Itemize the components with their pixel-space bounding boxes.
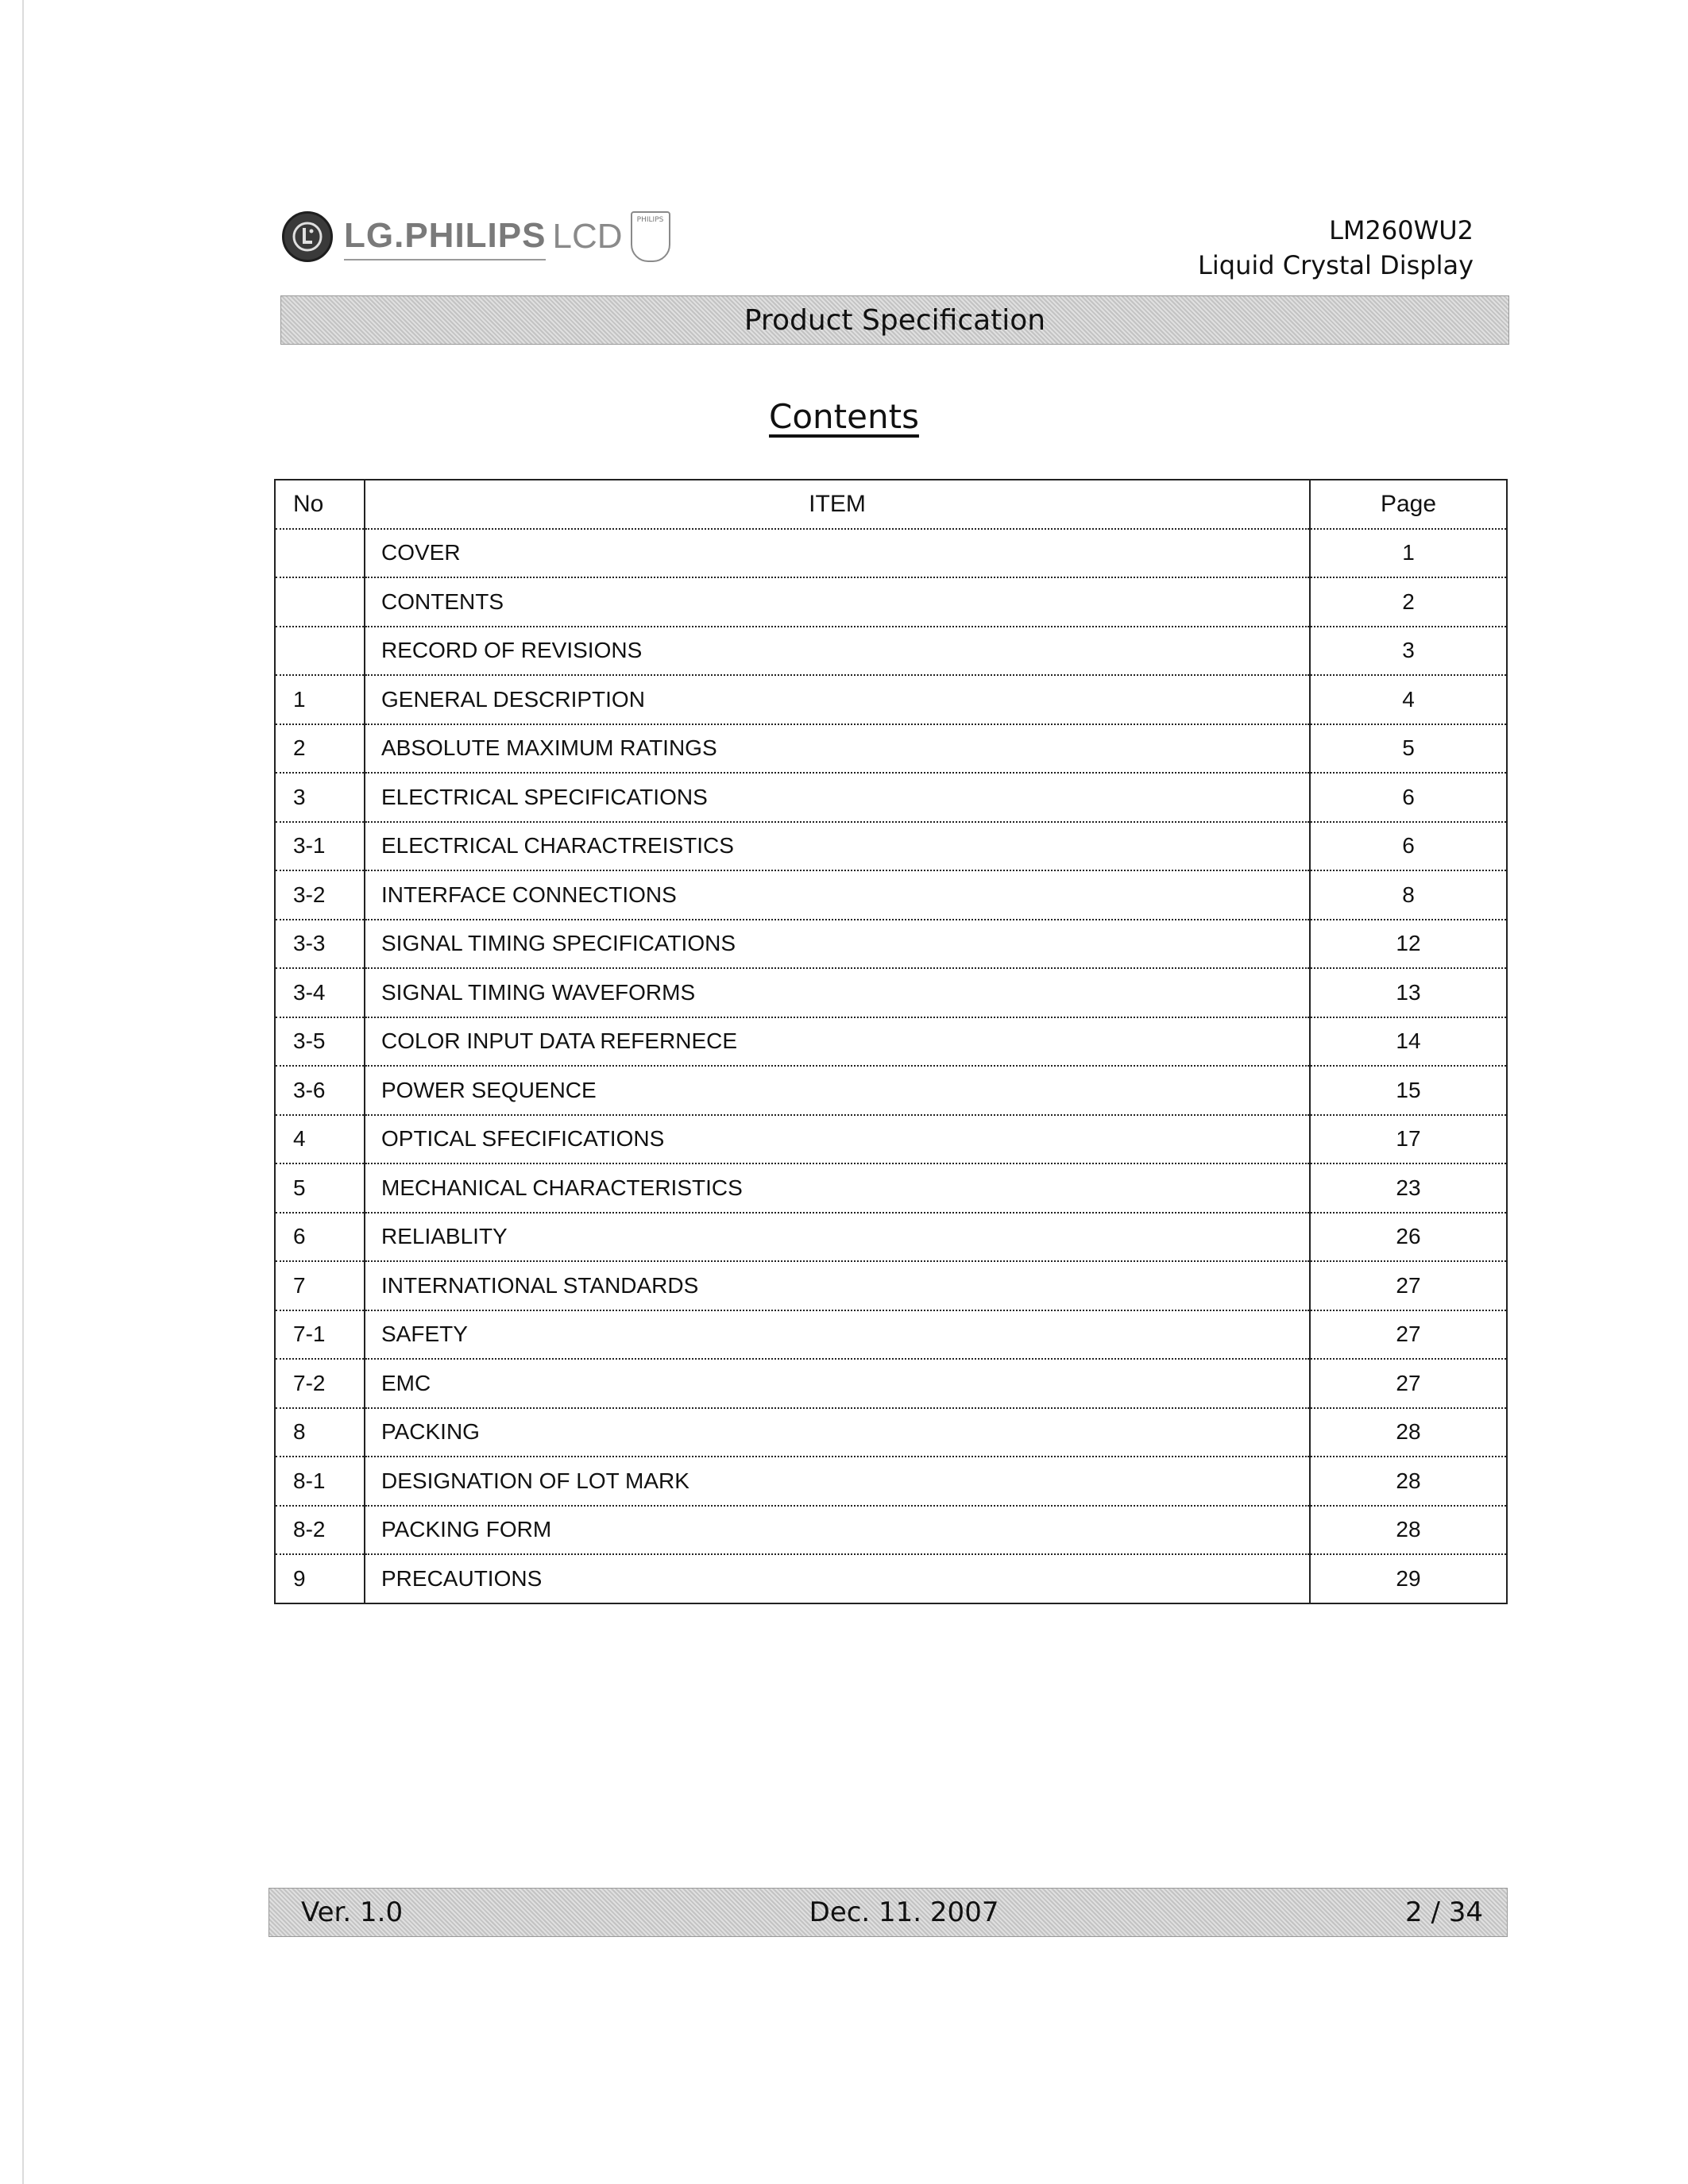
row-item: CONTENTS (365, 577, 1310, 627)
row-item: SIGNAL TIMING SPECIFICATIONS (365, 920, 1310, 969)
table-body (275, 529, 1507, 1603)
row-page: 12 (1310, 920, 1507, 969)
column-header-item: ITEM (365, 480, 1310, 529)
row-item: EMC (365, 1359, 1310, 1408)
row-item: RECORD OF REVISIONS (365, 627, 1310, 676)
row-page: 17 (1310, 1115, 1507, 1164)
row-item: INTERNATIONAL STANDARDS (365, 1261, 1310, 1310)
row-page: 27 (1310, 1310, 1507, 1360)
row-page: 6 (1310, 822, 1507, 871)
column-header-page: Page (1310, 480, 1507, 529)
philips-shield-icon (631, 211, 670, 262)
table-row (275, 529, 1507, 578)
band-title: Product Specification (744, 303, 1046, 337)
table-row (275, 920, 1507, 969)
row-no: 7-2 (275, 1359, 365, 1408)
row-item: OPTICAL SFECIFICATIONS (365, 1115, 1310, 1164)
row-page: 28 (1310, 1457, 1507, 1506)
model-number: LM260WU2 (1329, 215, 1474, 245)
table-row (275, 627, 1507, 676)
row-item: MECHANICAL CHARACTERISTICS (365, 1163, 1310, 1213)
row-item: SAFETY (365, 1310, 1310, 1360)
row-page: 28 (1310, 1408, 1507, 1457)
row-page: 3 (1310, 627, 1507, 676)
model-block (1198, 213, 1474, 283)
footer-band (268, 1888, 1508, 1937)
row-item: ELECTRICAL SPECIFICATIONS (365, 773, 1310, 822)
logo-text: LG.PHILIPS (344, 213, 546, 260)
row-page: 28 (1310, 1506, 1507, 1555)
row-no: 8-2 (275, 1506, 365, 1555)
row-no: 7-1 (275, 1310, 365, 1360)
table-row (275, 1506, 1507, 1555)
row-page: 1 (1310, 529, 1507, 578)
footer-version: Ver. 1.0 (301, 1897, 404, 1928)
row-page: 5 (1310, 724, 1507, 774)
row-item: INTERFACE CONNECTIONS (365, 870, 1310, 920)
row-item: ELECTRICAL CHARACTREISTICS (365, 822, 1310, 871)
table-header-row (275, 480, 1507, 529)
row-no: 8 (275, 1408, 365, 1457)
row-no: 3-3 (275, 920, 365, 969)
row-page: 26 (1310, 1213, 1507, 1262)
table-row (275, 1213, 1507, 1262)
row-page: 23 (1310, 1163, 1507, 1213)
table-row (275, 577, 1507, 627)
table-row (275, 968, 1507, 1017)
row-no: 1 (275, 675, 365, 724)
row-no (275, 627, 365, 676)
row-item: PRECAUTIONS (365, 1554, 1310, 1603)
row-no: 8-1 (275, 1457, 365, 1506)
table-row (275, 675, 1507, 724)
row-page: 27 (1310, 1359, 1507, 1408)
product-type: Liquid Crystal Display (1198, 250, 1474, 280)
row-page: 13 (1310, 968, 1507, 1017)
footer-date: Dec. 11. 2007 (809, 1897, 999, 1928)
row-page: 14 (1310, 1017, 1507, 1067)
contents-table (274, 479, 1508, 1604)
row-page: 4 (1310, 675, 1507, 724)
row-no (275, 577, 365, 627)
row-item: PACKING (365, 1408, 1310, 1457)
row-no: 3-5 (275, 1017, 365, 1067)
row-no: 5 (275, 1163, 365, 1213)
row-no: 7 (275, 1261, 365, 1310)
lg-logo-icon (282, 211, 333, 262)
row-no: 3-6 (275, 1066, 365, 1115)
table-row (275, 1457, 1507, 1506)
row-no: 3-2 (275, 870, 365, 920)
table-row (275, 1163, 1507, 1213)
row-item: PACKING FORM (365, 1506, 1310, 1555)
table-row (275, 724, 1507, 774)
row-no: 4 (275, 1115, 365, 1164)
page-title: Contents (769, 397, 919, 436)
row-no: 6 (275, 1213, 365, 1262)
row-item: COLOR INPUT DATA REFERNECE (365, 1017, 1310, 1067)
row-item: COVER (365, 529, 1310, 578)
row-item: RELIABLITY (365, 1213, 1310, 1262)
row-no: 9 (275, 1554, 365, 1603)
table-row (275, 1261, 1507, 1310)
row-item: DESIGNATION OF LOT MARK (365, 1457, 1310, 1506)
table-row (275, 1310, 1507, 1360)
row-no: 3-1 (275, 822, 365, 871)
row-page: 2 (1310, 577, 1507, 627)
footer-page-indicator: 2 / 34 (1405, 1897, 1483, 1928)
table-row (275, 822, 1507, 871)
table-row (275, 773, 1507, 822)
row-page: 29 (1396, 1565, 1421, 1591)
row-page: 27 (1310, 1261, 1507, 1310)
shield-text: PHILIPS (636, 216, 664, 224)
table-row (275, 1554, 1507, 1603)
row-item: ABSOLUTE MAXIMUM RATINGS (365, 724, 1310, 774)
table-row (275, 1017, 1507, 1067)
row-no: 2 (275, 724, 365, 774)
table-row (275, 870, 1507, 920)
row-page: 6 (1310, 773, 1507, 822)
table-row (275, 1066, 1507, 1115)
header-band (280, 295, 1509, 345)
row-no (275, 529, 365, 578)
table-row (275, 1115, 1507, 1164)
company-logo (282, 208, 670, 265)
logo-lcd-text: LCD (552, 217, 623, 256)
row-item: GENERAL DESCRIPTION (365, 675, 1310, 724)
row-item: POWER SEQUENCE (365, 1066, 1310, 1115)
scan-margin-line (22, 0, 24, 2184)
row-item: SIGNAL TIMING WAVEFORMS (365, 968, 1310, 1017)
column-header-no: No (275, 480, 365, 529)
row-no: 3 (275, 773, 365, 822)
row-page: 15 (1310, 1066, 1507, 1115)
row-page: 8 (1310, 870, 1507, 920)
table-row (275, 1408, 1507, 1457)
row-no: 3-4 (275, 968, 365, 1017)
table-row (275, 1359, 1507, 1408)
